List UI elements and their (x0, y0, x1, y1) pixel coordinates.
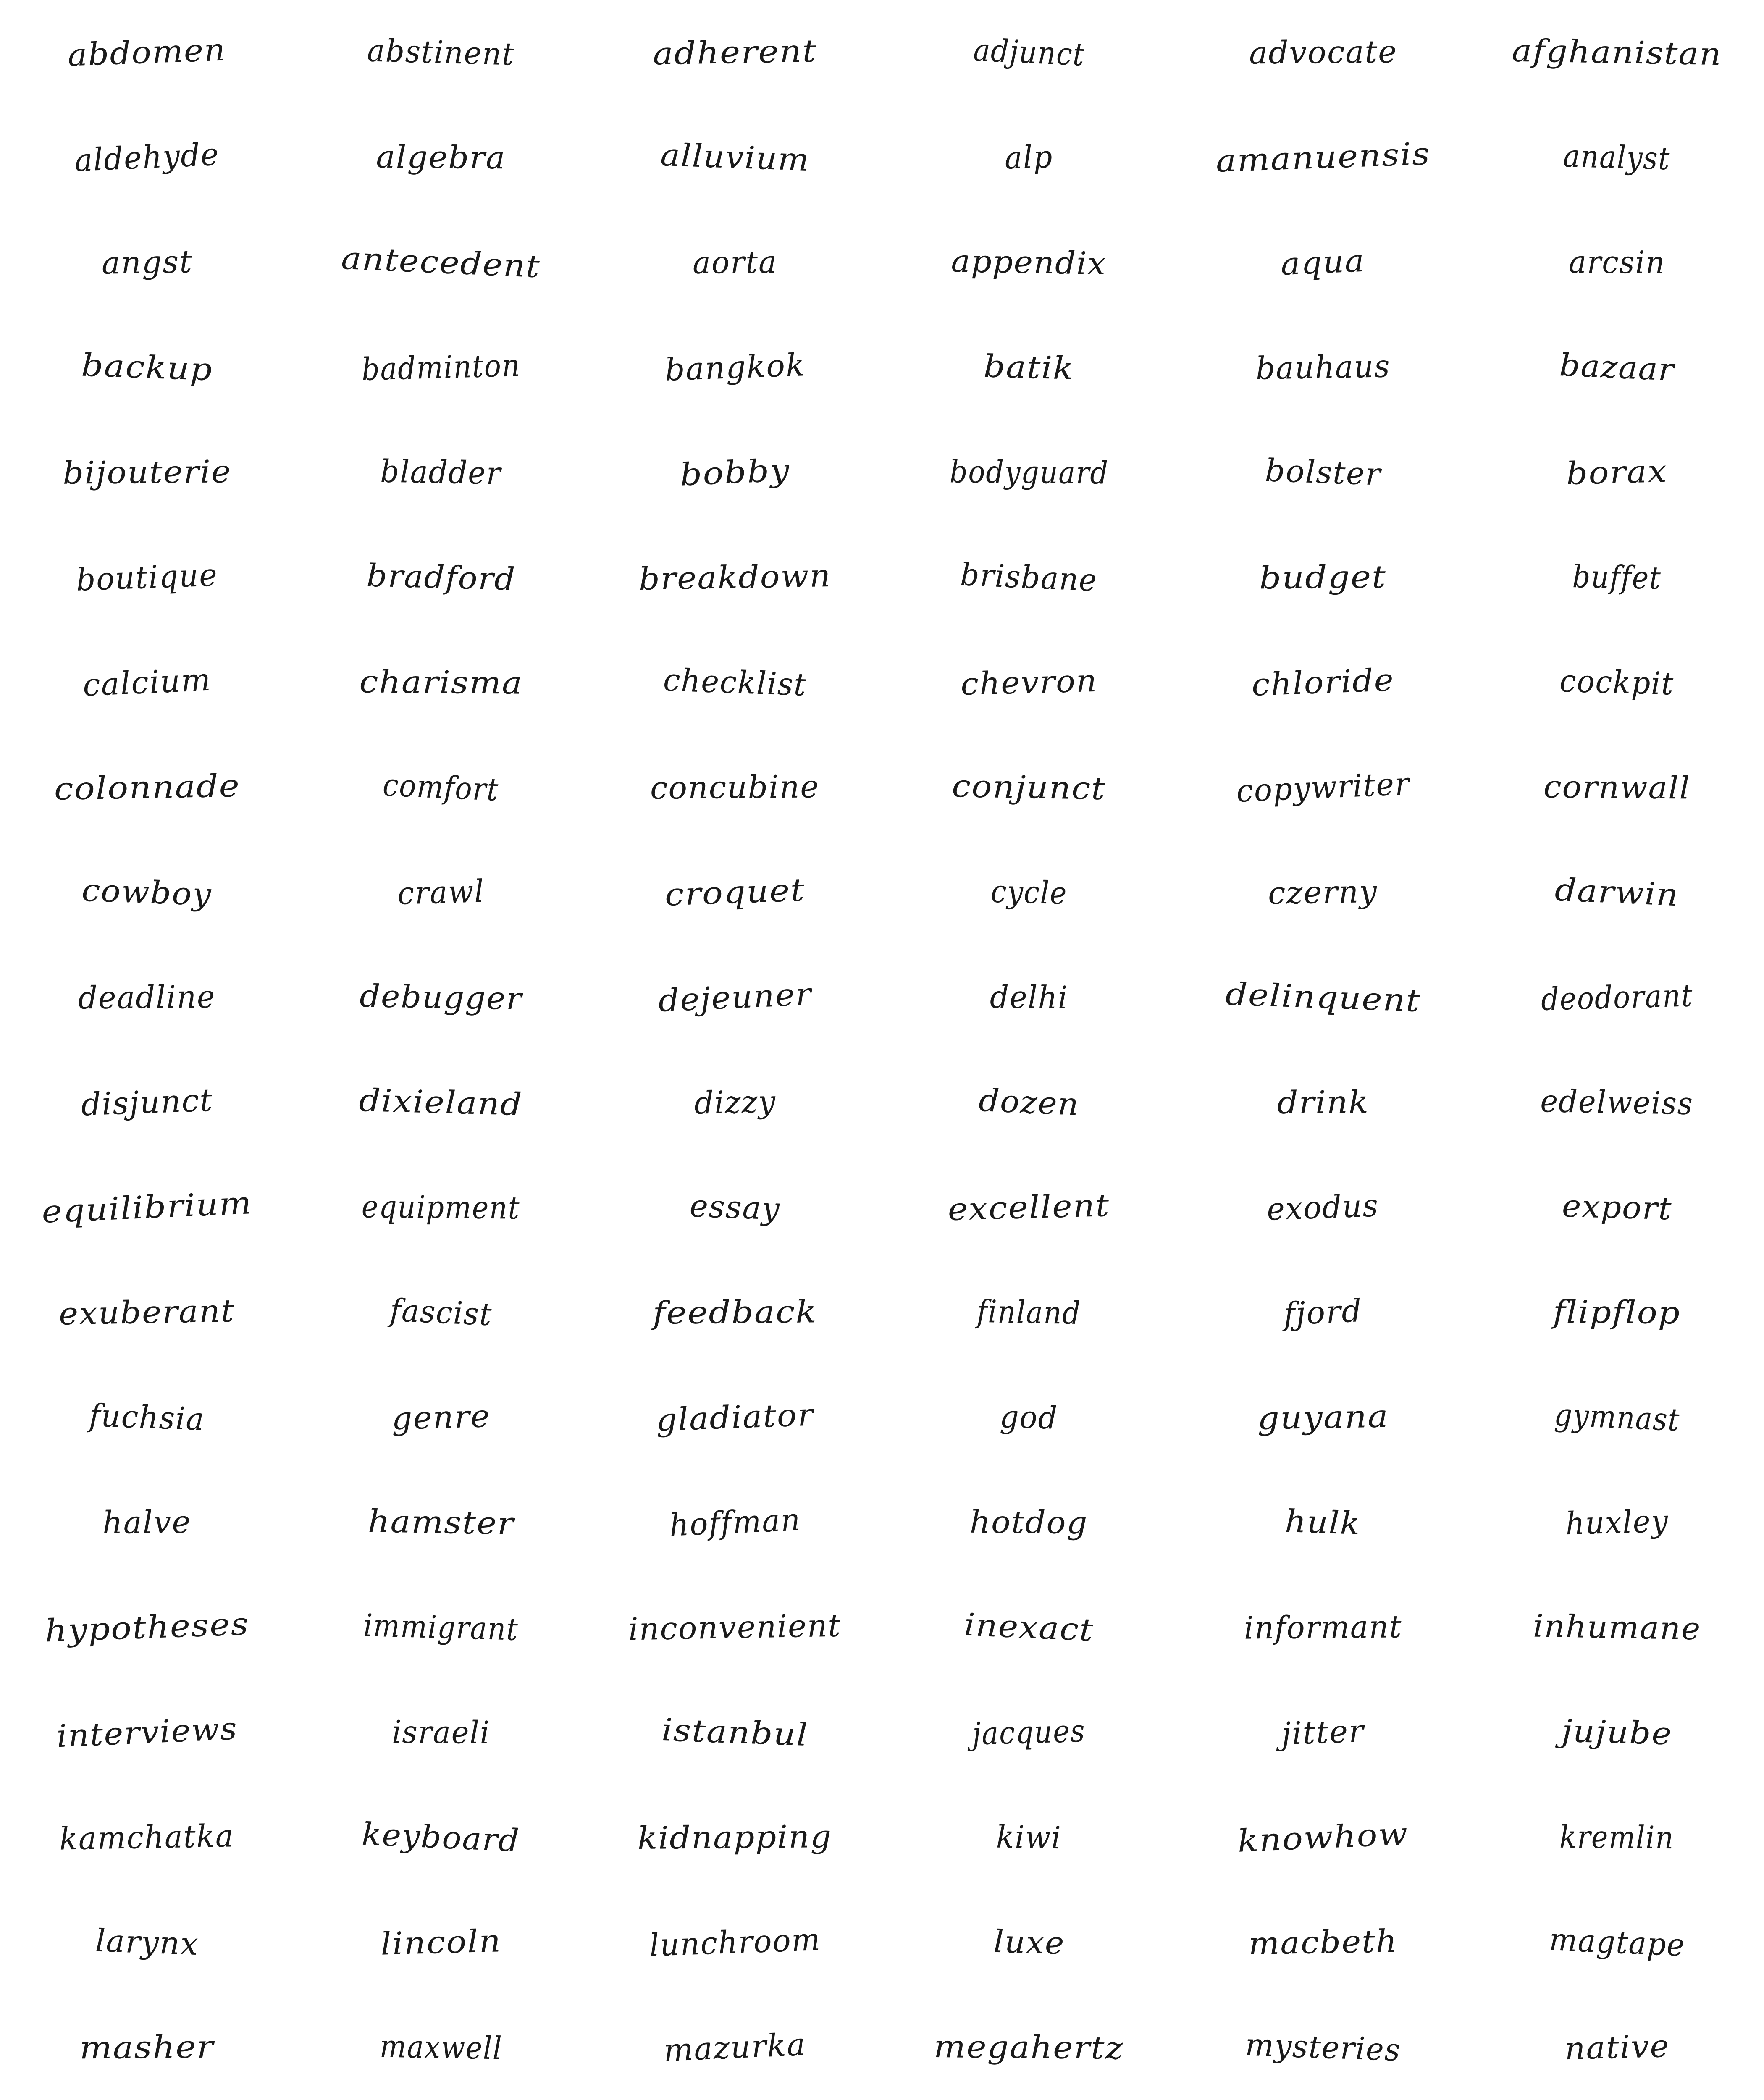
handwritten-word: drink (1276, 1084, 1370, 1121)
handwritten-word-cell (0, 1890, 294, 1995)
handwritten-word: afghanistan (1511, 32, 1722, 73)
handwritten-word-cell (588, 1470, 882, 1575)
handwritten-word-cell (0, 1365, 294, 1470)
handwritten-word: magtape (1548, 1921, 1686, 1964)
handwritten-word: colonnade (53, 768, 241, 807)
handwritten-word-cell (588, 420, 882, 525)
handwritten-word-cell (588, 1575, 882, 1680)
handwritten-word: hypotheses (44, 1606, 250, 1649)
handwritten-word-cell (588, 840, 882, 945)
handwritten-word: budget (1259, 559, 1387, 596)
handwritten-word-cell (588, 1890, 882, 1995)
handwritten-word-cell (588, 210, 882, 315)
handwritten-word: halve (102, 1504, 192, 1541)
handwritten-word-cell (882, 1995, 1176, 2100)
handwritten-word-cell (1176, 1995, 1470, 2100)
handwritten-word: borax (1566, 453, 1668, 492)
handwritten-word-cell (882, 1470, 1176, 1575)
handwritten-word-cell (1176, 1680, 1470, 1785)
handwritten-word-cell (1470, 105, 1764, 210)
handwritten-word-cell (588, 1785, 882, 1890)
handwritten-word-cell (0, 1680, 294, 1785)
handwritten-word-cell (0, 1995, 294, 2100)
handwritten-word: czerny (1268, 873, 1378, 912)
handwritten-word: charisma (359, 664, 523, 701)
handwritten-word-cell (1176, 0, 1470, 105)
handwritten-word: essay (689, 1188, 781, 1227)
handwritten-word-cell (0, 1470, 294, 1575)
handwritten-word: crawl (397, 873, 485, 912)
handwritten-word: algebra (376, 139, 506, 176)
handwritten-word: amanuensis (1215, 136, 1431, 179)
handwritten-word-cell (294, 315, 588, 420)
handwritten-word: export (1561, 1188, 1673, 1227)
handwritten-word: exuberant (58, 1293, 236, 1332)
handwritten-word-cell (0, 840, 294, 945)
handwritten-word-cell (882, 840, 1176, 945)
handwritten-word-cell (588, 525, 882, 630)
handwritten-word-cell (1176, 1470, 1470, 1575)
handwritten-word-cell (294, 945, 588, 1050)
handwritten-word: fascist (389, 1292, 493, 1333)
handwritten-word-cell (1470, 945, 1764, 1050)
handwritten-word-cell (588, 630, 882, 735)
handwritten-word: equipment (361, 1189, 521, 1226)
handwritten-word: informant (1244, 1609, 1402, 1646)
handwritten-word: feedback (652, 1294, 818, 1331)
handwritten-word: checklist (662, 662, 808, 703)
handwritten-word: chevron (960, 662, 1098, 703)
handwritten-word: masher (79, 2029, 215, 2066)
handwritten-word: alluvium (659, 136, 811, 178)
handwritten-word-cell (1176, 420, 1470, 525)
handwritten-word-cell (882, 1365, 1176, 1470)
handwritten-word-cell (1470, 1365, 1764, 1470)
handwritten-word: edelweiss (1540, 1083, 1694, 1122)
handwritten-word-cell (1470, 315, 1764, 420)
handwritten-word-cell (294, 630, 588, 735)
handwritten-word-cell (1176, 945, 1470, 1050)
handwritten-word-cell (294, 1260, 588, 1365)
handwritten-word: brisbane (960, 556, 1098, 599)
handwritten-word: genre (391, 1398, 491, 1437)
handwritten-word-cell (1176, 1260, 1470, 1365)
handwritten-word-cell (1176, 1575, 1470, 1680)
handwritten-word-cell (0, 0, 294, 105)
handwritten-word-cell (882, 1785, 1176, 1890)
handwritten-word: arcsin (1568, 244, 1666, 281)
handwritten-word: macbeth (1248, 1923, 1398, 1962)
handwritten-word-cell (294, 1575, 588, 1680)
handwritten-word: inconvenient (628, 1607, 842, 1648)
handwritten-word: huxley (1565, 1503, 1669, 1542)
handwritten-word: adjunct (972, 32, 1086, 73)
handwritten-word: debugger (359, 978, 523, 1017)
handwritten-word-cell (1470, 420, 1764, 525)
handwritten-word: bangkok (664, 347, 806, 388)
handwritten-word-cell (294, 1155, 588, 1260)
handwritten-word-cell (588, 315, 882, 420)
handwritten-word: jitter (1281, 1713, 1365, 1752)
handwritten-word-cell (294, 1050, 588, 1155)
handwritten-word-cell (1470, 1890, 1764, 1995)
handwritten-word: dixieland (358, 1082, 524, 1123)
handwritten-word: badminton (361, 347, 521, 388)
handwritten-word-cell (1470, 1785, 1764, 1890)
handwritten-word-cell (1176, 1785, 1470, 1890)
handwritten-word: hamster (367, 1503, 515, 1542)
handwritten-word: cycle (990, 873, 1068, 912)
handwritten-word-cell (1470, 630, 1764, 735)
handwritten-word-cell (294, 1785, 588, 1890)
handwritten-word: cornwall (1543, 769, 1691, 806)
handwritten-word: interviews (55, 1710, 239, 1755)
handwritten-word-cell (1176, 1365, 1470, 1470)
handwritten-word: equilibrium (41, 1185, 253, 1230)
handwritten-word: jacques (972, 1713, 1086, 1752)
handwritten-word: delinquent (1225, 976, 1421, 1019)
handwritten-word: luxe (992, 1923, 1065, 1962)
handwritten-word: bolster (1264, 452, 1382, 493)
handwritten-word-cell (882, 1890, 1176, 1995)
handwritten-word-cell (1470, 0, 1764, 105)
handwritten-word: inexact (963, 1606, 1095, 1648)
handwritten-word-cell (1176, 1890, 1470, 1995)
handwritten-word: cowboy (81, 872, 213, 913)
handwritten-word: kiwi (996, 1819, 1062, 1856)
handwritten-word-cell (588, 1050, 882, 1155)
handwritten-word-cell (1470, 525, 1764, 630)
handwritten-word-cell (882, 630, 1176, 735)
handwritten-word-cell (1470, 840, 1764, 945)
handwritten-word: excellent (947, 1187, 1110, 1228)
handwritten-word: copywriter (1235, 766, 1411, 809)
handwritten-word: bladder (380, 453, 502, 492)
handwritten-word-cell (294, 1890, 588, 1995)
handwritten-word: kamchatka (59, 1818, 235, 1857)
handwritten-word: cockpit (1559, 663, 1675, 702)
handwritten-word-cell (294, 1680, 588, 1785)
handwritten-word-cell (1176, 210, 1470, 315)
handwritten-word-cell (1176, 840, 1470, 945)
handwritten-word-cell (0, 1155, 294, 1260)
handwritten-word-cell (1470, 735, 1764, 840)
handwritten-word: disjunct (80, 1082, 214, 1123)
handwritten-word-cell (1470, 1680, 1764, 1785)
handwritten-word-cell (882, 210, 1176, 315)
handwritten-word: keyboard (361, 1816, 521, 1859)
handwritten-word-cell (1470, 1995, 1764, 2100)
handwritten-word-cell (294, 735, 588, 840)
handwritten-word-cell (882, 315, 1176, 420)
handwritten-word: gymnast (1553, 1396, 1681, 1438)
handwritten-word-cell (1176, 315, 1470, 420)
handwritten-word: inhumane (1533, 1608, 1701, 1647)
handwritten-word-cell (0, 735, 294, 840)
handwritten-word: abdomen (67, 32, 227, 74)
handwritten-word: appendix (951, 243, 1107, 282)
handwritten-word-cell (294, 420, 588, 525)
handwritten-word-cell (1176, 1050, 1470, 1155)
handwritten-word: larynx (94, 1922, 200, 1963)
handwritten-word-cell (588, 1365, 882, 1470)
handwritten-word: alp (1004, 139, 1054, 176)
handwritten-word-cell (294, 840, 588, 945)
handwritten-word-cell (0, 420, 294, 525)
handwritten-word-cell (882, 1680, 1176, 1785)
handwritten-word: analyst (1563, 138, 1671, 177)
handwritten-word-cell (588, 1260, 882, 1365)
handwritten-word-cell (882, 735, 1176, 840)
handwritten-word-cell (0, 210, 294, 315)
handwritten-word-cell (882, 1575, 1176, 1680)
handwritten-word: darwin (1554, 872, 1680, 914)
handwritten-word: deadline (78, 979, 216, 1016)
handwritten-word-cell (588, 1155, 882, 1260)
handwritten-word: bijouterie (62, 454, 232, 491)
handwritten-word: fuchsia (88, 1397, 206, 1438)
handwritten-word-cell (882, 1260, 1176, 1365)
handwritten-word: fjord (1283, 1292, 1363, 1333)
handwritten-word: aqua (1280, 242, 1366, 283)
handwritten-word: bobby (679, 452, 791, 493)
handwritten-word: croquet (664, 872, 806, 913)
handwritten-word: hulk (1284, 1503, 1362, 1542)
handwritten-word: kidnapping (638, 1818, 832, 1857)
handwritten-word: god (999, 1399, 1059, 1436)
handwritten-word: calcium (82, 662, 212, 704)
handwritten-word-cell (588, 735, 882, 840)
handwritten-word-cell (882, 1155, 1176, 1260)
handwritten-word: flipflop (1553, 1294, 1681, 1331)
handwritten-word: aldehyde (74, 136, 220, 179)
handwritten-word-cell (294, 1995, 588, 2100)
handwritten-word-cell (294, 210, 588, 315)
handwritten-word-cell (294, 105, 588, 210)
handwritten-word: advocate (1249, 34, 1397, 71)
handwritten-word-cell (588, 0, 882, 105)
handwritten-word-cell (882, 525, 1176, 630)
handwritten-word: maxwell (379, 2028, 503, 2067)
handwritten-word: knowhow (1236, 1816, 1410, 1859)
handwritten-word-cell (1470, 1260, 1764, 1365)
handwritten-word-cell (882, 420, 1176, 525)
handwritten-word: megahertz (934, 2029, 1124, 2066)
handwritten-word-cell (588, 105, 882, 210)
handwritten-word: backup (80, 347, 214, 388)
handwritten-word: hoffman (668, 1502, 802, 1544)
handwritten-word-cell (1470, 1050, 1764, 1155)
handwritten-word: boutique (75, 557, 219, 598)
handwritten-word: gladiator (655, 1396, 815, 1438)
handwritten-word: comfort (382, 767, 500, 808)
handwritten-word: immigrant (363, 1607, 519, 1648)
handwritten-word-cell (294, 525, 588, 630)
handwritten-word: exodus (1266, 1187, 1380, 1228)
handwritten-word-cell (0, 525, 294, 630)
handwritten-word: guyana (1257, 1398, 1389, 1437)
handwritten-word-cell (1176, 105, 1470, 210)
handwritten-word: israeli (391, 1714, 491, 1751)
handwritten-word: adherent (652, 33, 818, 72)
handwritten-word: chloride (1251, 662, 1395, 703)
handwritten-word: kremlin (1559, 1819, 1675, 1856)
handwritten-word-cell (0, 945, 294, 1050)
handwritten-word: buffet (1572, 559, 1662, 596)
handwritten-word: concubine (650, 769, 820, 806)
handwritten-word: antecedent (341, 240, 541, 285)
handwritten-word: bauhaus (1255, 348, 1391, 387)
handwritten-word: angst (101, 244, 193, 281)
handwritten-word: native (1564, 2028, 1670, 2067)
handwritten-word: deodorant (1540, 977, 1694, 1018)
handwritten-word-cell (0, 630, 294, 735)
handwritten-word: jujube (1561, 1713, 1673, 1752)
handwritten-word-cell (1176, 525, 1470, 630)
handwritten-word: bodyguard (949, 454, 1109, 491)
handwritten-word-cell (294, 1470, 588, 1575)
handwritten-word-cell (588, 1680, 882, 1785)
handwritten-word: istanbul (661, 1712, 809, 1754)
handwritten-word: hotdog (969, 1504, 1089, 1541)
handwritten-word-cell (1470, 1470, 1764, 1575)
handwritten-word: abstinent (367, 32, 515, 73)
handwritten-word: lincoln (380, 1923, 502, 1962)
handwritten-word-cell (1470, 1575, 1764, 1680)
handwritten-word-cell (0, 315, 294, 420)
handwritten-word: dozen (978, 1082, 1080, 1123)
handwritten-word-cell (588, 945, 882, 1050)
handwritten-word-cell (0, 1785, 294, 1890)
handwritten-word: batik (983, 348, 1075, 387)
handwritten-word: aorta (692, 244, 778, 281)
handwritten-word-cell (882, 0, 1176, 105)
handwritten-word: dejeuner (657, 976, 813, 1019)
handwritten-word-cell (0, 105, 294, 210)
handwritten-word: lunchroom (648, 1921, 822, 1964)
handwritten-word: bradford (366, 557, 516, 598)
handwritten-word-cell (294, 1365, 588, 1470)
handwritten-word-cell (1470, 210, 1764, 315)
handwritten-word-cell (0, 1575, 294, 1680)
handwritten-word-cell (1176, 1155, 1470, 1260)
handwritten-word-cell (882, 105, 1176, 210)
handwritten-word: breakdown (638, 558, 832, 597)
handwritten-word-cell (882, 945, 1176, 1050)
handwritten-word-cell (588, 1995, 882, 2100)
handwritten-word: delhi (990, 979, 1068, 1016)
handwritten-word: mazurka (663, 2026, 807, 2069)
handwritten-word-cell (1470, 1155, 1764, 1260)
handwritten-word-cell (294, 0, 588, 105)
handwritten-word-cell (0, 1260, 294, 1365)
handwritten-word: mysteries (1244, 2026, 1402, 2068)
handwritten-word-cell (0, 1050, 294, 1155)
handwritten-word: conjunct (952, 768, 1106, 807)
handwritten-word: finland (976, 1293, 1082, 1332)
handwritten-word: bazaar (1559, 347, 1675, 388)
handwritten-word: dizzy (693, 1084, 777, 1121)
handwritten-word-cell (1176, 630, 1470, 735)
handwritten-word-cell (1176, 735, 1470, 840)
handwritten-word-cell (882, 1050, 1176, 1155)
